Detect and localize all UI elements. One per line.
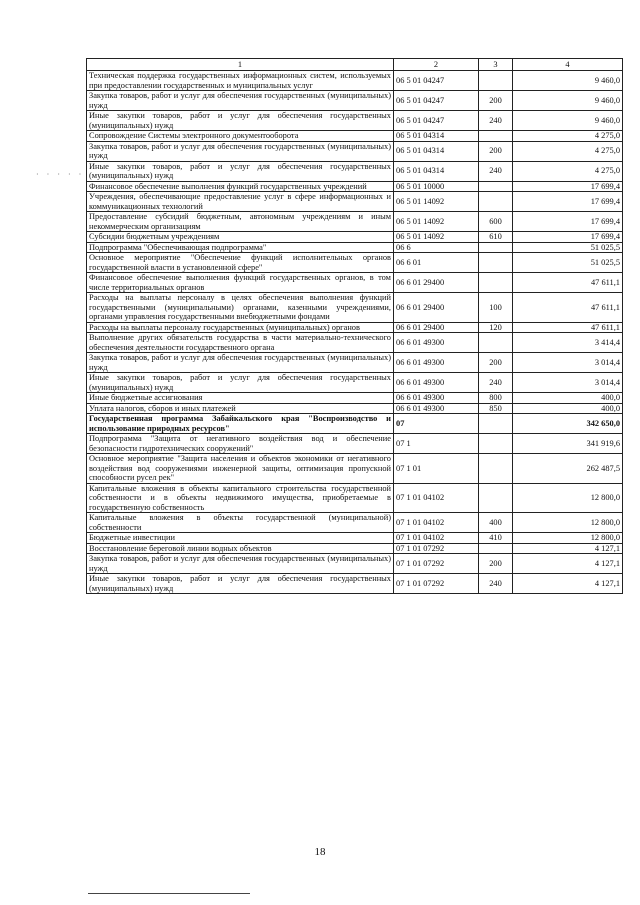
header-col-1: 1 — [87, 59, 394, 71]
row-code-cell: 06 6 — [394, 242, 479, 253]
row-name-cell: Закупка товаров, работ и услуг для обеспечения государственных (муниципальных) нужд — [87, 353, 394, 373]
row-expense-type-cell: 240 — [479, 111, 513, 131]
row-expense-type-cell: 240 — [479, 373, 513, 393]
row-code-cell: 06 5 01 04314 — [394, 161, 479, 181]
row-code-cell: 06 6 01 49300 — [394, 393, 479, 404]
row-name-cell: Иные бюджетные ассигнования — [87, 393, 394, 404]
table-row — [87, 414, 623, 434]
row-amount-cell: 4 275,0 — [513, 131, 623, 142]
row-code-cell: 06 5 01 10000 — [394, 181, 479, 192]
row-code-cell: 07 1 — [394, 434, 479, 454]
row-code-cell: 07 1 01 04102 — [394, 483, 479, 513]
table-row — [87, 333, 623, 353]
header-col-3: 3 — [479, 59, 513, 71]
table-row — [87, 131, 623, 142]
row-amount-cell: 4 127,1 — [513, 574, 623, 594]
row-expense-type-cell — [479, 71, 513, 91]
table-row — [87, 273, 623, 293]
row-expense-type-cell — [479, 414, 513, 434]
row-expense-type-cell — [479, 454, 513, 484]
row-expense-type-cell — [479, 333, 513, 353]
row-amount-cell: 4 127,1 — [513, 554, 623, 574]
table-row — [87, 533, 623, 544]
row-code-cell: 07 1 01 04102 — [394, 513, 479, 533]
table-row — [87, 181, 623, 192]
table-row — [87, 393, 623, 404]
row-amount-cell: 400,0 — [513, 393, 623, 404]
row-name-cell: Подпрограмма "Обеспечивающая подпрограмма" — [87, 242, 394, 253]
row-expense-type-cell: 600 — [479, 212, 513, 232]
row-amount-cell: 17 699,4 — [513, 181, 623, 192]
row-expense-type-cell — [479, 273, 513, 293]
row-expense-type-cell — [479, 131, 513, 142]
row-code-cell: 07 1 01 07292 — [394, 543, 479, 554]
row-amount-cell: 9 460,0 — [513, 91, 623, 111]
margin-dots: · · · · · — [36, 170, 85, 179]
row-name-cell: Государственная программа Забайкальского края "Воспроизводство и использование природных ресурсов" — [87, 414, 394, 434]
row-name-cell: Закупка товаров, работ и услуг для обеспечения государственных (муниципальных) нужд — [87, 91, 394, 111]
table-row — [87, 242, 623, 253]
row-amount-cell: 47 611,1 — [513, 322, 623, 333]
row-amount-cell: 51 025,5 — [513, 242, 623, 253]
row-expense-type-cell — [479, 434, 513, 454]
row-amount-cell: 262 487,5 — [513, 454, 623, 484]
table-row — [87, 111, 623, 131]
row-amount-cell: 12 800,0 — [513, 483, 623, 513]
row-name-cell: Финансовое обеспечение выполнения функций государственных органов, в том числе территориальных органов — [87, 273, 394, 293]
table-row — [87, 574, 623, 594]
row-expense-type-cell: 850 — [479, 403, 513, 414]
row-name-cell: Капитальные вложения в объекты государственной (муниципальной) собственности — [87, 513, 394, 533]
table-row — [87, 212, 623, 232]
row-name-cell: Расходы на выплаты персоналу государственных (муниципальных) органов — [87, 322, 394, 333]
row-expense-type-cell: 200 — [479, 141, 513, 161]
row-amount-cell: 3 014,4 — [513, 353, 623, 373]
row-expense-type-cell: 200 — [479, 91, 513, 111]
row-amount-cell: 51 025,5 — [513, 253, 623, 273]
row-name-cell: Выполнение других обязательств государства в части материально-технического обеспечения деятельности государственного органа — [87, 333, 394, 353]
row-amount-cell: 400,0 — [513, 403, 623, 414]
row-code-cell: 06 5 01 14092 — [394, 232, 479, 243]
row-code-cell: 06 5 01 04247 — [394, 91, 479, 111]
row-expense-type-cell: 200 — [479, 554, 513, 574]
row-name-cell: Предоставление субсидий бюджетным, автономным учреждениям и иным некоммерческим организациям — [87, 212, 394, 232]
row-amount-cell: 17 699,4 — [513, 192, 623, 212]
row-expense-type-cell — [479, 242, 513, 253]
row-amount-cell: 342 650,0 — [513, 414, 623, 434]
row-code-cell: 07 — [394, 414, 479, 434]
row-expense-type-cell: 410 — [479, 533, 513, 544]
header-col-4: 4 — [513, 59, 623, 71]
row-amount-cell: 4 127,1 — [513, 543, 623, 554]
row-expense-type-cell: 800 — [479, 393, 513, 404]
table-row — [87, 141, 623, 161]
row-code-cell: 07 1 01 07292 — [394, 574, 479, 594]
row-expense-type-cell — [479, 192, 513, 212]
row-name-cell: Иные закупки товаров, работ и услуг для обеспечения государственных (муниципальных) нужд — [87, 373, 394, 393]
row-code-cell: 06 6 01 49300 — [394, 403, 479, 414]
table-row — [87, 353, 623, 373]
row-name-cell: Иные закупки товаров, работ и услуг для обеспечения государственных (муниципальных) нужд — [87, 111, 394, 131]
row-code-cell: 06 5 01 14092 — [394, 212, 479, 232]
row-amount-cell: 9 460,0 — [513, 71, 623, 91]
row-code-cell: 06 6 01 49300 — [394, 353, 479, 373]
row-code-cell: 06 5 01 14092 — [394, 192, 479, 212]
table-row — [87, 373, 623, 393]
row-expense-type-cell: 610 — [479, 232, 513, 243]
row-expense-type-cell: 200 — [479, 353, 513, 373]
row-amount-cell: 9 460,0 — [513, 111, 623, 131]
row-code-cell: 06 5 01 04247 — [394, 111, 479, 131]
budget-table — [86, 58, 623, 594]
row-code-cell: 07 1 01 07292 — [394, 554, 479, 574]
row-code-cell: 06 5 01 04314 — [394, 131, 479, 142]
row-expense-type-cell — [479, 253, 513, 273]
row-name-cell: Финансовое обеспечение выполнения функций государственных учреждений — [87, 181, 394, 192]
row-amount-cell: 3 014,4 — [513, 373, 623, 393]
row-name-cell: Капитальные вложения в объекты капитального строительства государственной собственности и в объекты недвижимого имущества, приобретаемые в государственную собственность — [87, 483, 394, 513]
table-row — [87, 71, 623, 91]
row-amount-cell: 4 275,0 — [513, 161, 623, 181]
row-code-cell: 06 6 01 29400 — [394, 322, 479, 333]
table-row — [87, 232, 623, 243]
table-row — [87, 192, 623, 212]
row-amount-cell: 3 414,4 — [513, 333, 623, 353]
row-amount-cell: 17 699,4 — [513, 212, 623, 232]
row-code-cell: 07 1 01 — [394, 454, 479, 484]
row-code-cell: 06 6 01 — [394, 253, 479, 273]
row-name-cell: Расходы на выплаты персоналу в целях обеспечения выполнения функций государственными (муниципальными) органами, казенными учреждениями, органами управления государственными внебюджетными фондами — [87, 293, 394, 323]
row-expense-type-cell — [479, 543, 513, 554]
row-name-cell: Учреждения, обеспечивающие предоставление услуг в сфере информационных и коммуникационных технологий — [87, 192, 394, 212]
footnote-rule — [88, 893, 250, 894]
table-row — [87, 161, 623, 181]
row-code-cell: 06 5 01 04247 — [394, 71, 479, 91]
table-row — [87, 554, 623, 574]
page-number: 18 — [314, 846, 326, 858]
row-code-cell: 06 6 01 29400 — [394, 273, 479, 293]
row-code-cell: 06 6 01 29400 — [394, 293, 479, 323]
row-code-cell: 06 6 01 49300 — [394, 373, 479, 393]
row-amount-cell: 47 611,1 — [513, 273, 623, 293]
row-expense-type-cell: 400 — [479, 513, 513, 533]
table-row — [87, 483, 623, 513]
row-amount-cell: 4 275,0 — [513, 141, 623, 161]
row-expense-type-cell: 120 — [479, 322, 513, 333]
row-name-cell: Уплата налогов, сборов и иных платежей — [87, 403, 394, 414]
table-header-row — [87, 59, 623, 71]
row-name-cell: Основное мероприятие "Обеспечение функций исполнительных органов государственной власти в установленной сфере" — [87, 253, 394, 273]
row-expense-type-cell: 240 — [479, 574, 513, 594]
table-row — [87, 434, 623, 454]
row-amount-cell: 12 800,0 — [513, 513, 623, 533]
table-row — [87, 543, 623, 554]
row-code-cell: 06 5 01 04314 — [394, 141, 479, 161]
row-name-cell: Подпрограмма "Защита от негативного воздействия вод и обеспечение безопасности гидротехнических сооружений" — [87, 434, 394, 454]
row-name-cell: Закупка товаров, работ и услуг для обеспечения государственных (муниципальных) нужд — [87, 554, 394, 574]
row-code-cell: 06 6 01 49300 — [394, 333, 479, 353]
row-amount-cell: 341 919,6 — [513, 434, 623, 454]
row-name-cell: Бюджетные инвестиции — [87, 533, 394, 544]
row-expense-type-cell — [479, 181, 513, 192]
table-row — [87, 322, 623, 333]
row-name-cell: Иные закупки товаров, работ и услуг для обеспечения государственных (муниципальных) нужд — [87, 574, 394, 594]
table-row — [87, 513, 623, 533]
row-name-cell: Основное мероприятие "Защита населения и объектов экономики от негативного воздействия вод сооружениями инженерной защиты, оптимизация пропускной способности русел рек" — [87, 454, 394, 484]
header-col-2: 2 — [394, 59, 479, 71]
row-expense-type-cell — [479, 483, 513, 513]
row-expense-type-cell: 100 — [479, 293, 513, 323]
row-name-cell: Закупка товаров, работ и услуг для обеспечения государственных (муниципальных) нужд — [87, 141, 394, 161]
table-row — [87, 454, 623, 484]
row-amount-cell: 17 699,4 — [513, 232, 623, 243]
row-name-cell: Техническая поддержка государственных информационных систем, используемых при предоставлении государственных и муниципальных услуг — [87, 71, 394, 91]
row-amount-cell: 47 611,1 — [513, 293, 623, 323]
row-code-cell: 07 1 01 04102 — [394, 533, 479, 544]
table-row — [87, 403, 623, 414]
row-name-cell: Восстановление береговой линии водных объектов — [87, 543, 394, 554]
table-row — [87, 293, 623, 323]
row-name-cell: Сопровождение Системы электронного документооборота — [87, 131, 394, 142]
row-expense-type-cell: 240 — [479, 161, 513, 181]
row-name-cell: Субсидии бюджетным учреждениям — [87, 232, 394, 243]
row-name-cell: Иные закупки товаров, работ и услуг для обеспечения государственных (муниципальных) нужд — [87, 161, 394, 181]
row-amount-cell: 12 800,0 — [513, 533, 623, 544]
table-row — [87, 253, 623, 273]
table-row — [87, 91, 623, 111]
